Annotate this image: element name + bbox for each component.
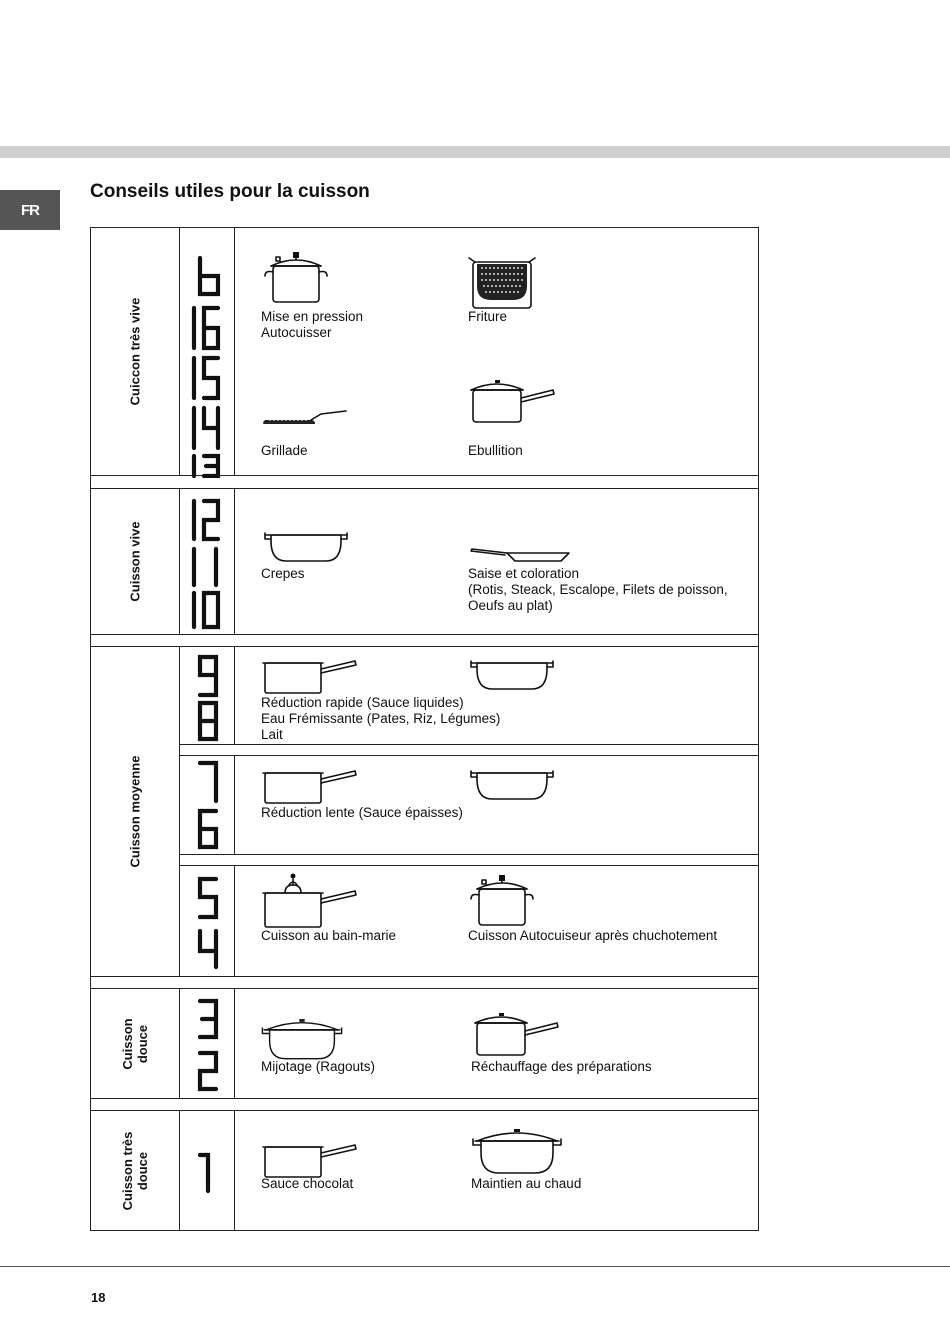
- item-label: Maintien au chaud: [471, 1176, 582, 1191]
- power-levels: [180, 759, 234, 853]
- section-tres-vive: [90, 227, 759, 476]
- category-label: Cuisson moyenne: [127, 755, 143, 868]
- power-levels: [180, 248, 234, 478]
- item-label: Mise en pression Autocuisser: [261, 309, 364, 340]
- saucepan-icon: [261, 765, 361, 805]
- pressure-cooker-icon: [467, 869, 537, 929]
- category-label: Cuisson vive: [127, 521, 143, 602]
- power-levels: [180, 495, 234, 631]
- saucepan-icon: [261, 655, 361, 695]
- category-label: Cuisson très douce: [120, 1131, 150, 1210]
- top-band: [0, 146, 950, 158]
- category-label: Cuiccon très vive: [127, 297, 143, 406]
- footer-rule: [0, 1266, 950, 1267]
- saucepan-lid-icon: [471, 1009, 561, 1059]
- bain-marie-icon: [261, 869, 361, 929]
- item-label: Crepes: [261, 566, 305, 581]
- item-label: Sauce chocolat: [261, 1176, 354, 1191]
- item-label: Grillade: [261, 443, 308, 458]
- casserole-lid-icon: [257, 1013, 347, 1063]
- power-levels: [180, 1149, 234, 1195]
- casserole-lid-icon: [467, 1125, 567, 1175]
- item-label: Friture: [468, 309, 508, 324]
- page-title: Conseils utiles pour la cuisson: [90, 181, 370, 202]
- language-tab: FR: [0, 190, 60, 230]
- category-label: Cuisson douce: [120, 1017, 150, 1070]
- saucepan-icon: [261, 1139, 361, 1179]
- power-levels: [180, 651, 234, 743]
- section-moyenne: [90, 646, 759, 977]
- saucepan-lid-icon: [467, 376, 557, 426]
- item-label: Ebullition: [468, 443, 523, 458]
- power-levels: [180, 995, 234, 1095]
- pot-handles-icon: [261, 529, 351, 569]
- item-label: Cuisson au bain-marie: [261, 928, 397, 943]
- pot-handles-icon: [467, 767, 557, 807]
- page-number: 18: [91, 1290, 106, 1305]
- fryer-basket-icon: [467, 254, 537, 310]
- section-vive: [90, 488, 759, 635]
- item-label: Saise et coloration (Rotis, Steack, Escalope, Filets de poisson, Oeufs au plat): [468, 566, 728, 613]
- section-separator: [90, 476, 759, 488]
- item-label: Mijotage (Ragouts): [261, 1059, 376, 1074]
- frying-pan-icon: [467, 545, 577, 565]
- power-levels: [180, 871, 234, 975]
- section-douce: [90, 988, 759, 1099]
- item-label: Cuisson Autocuiseur après chuchotement: [468, 928, 718, 943]
- pressure-cooker-icon: [261, 246, 331, 306]
- section-tres-douce: [90, 1110, 759, 1231]
- item-label: Réduction lente (Sauce épaisses): [261, 805, 463, 820]
- pot-handles-icon: [467, 657, 557, 697]
- grill-pan-icon: [261, 402, 351, 432]
- item-label: Réchauffage des préparations: [471, 1059, 652, 1074]
- item-label: Réduction rapide (Sauce liquides) Eau Frémissante (Pates, Riz, Légumes) Lait: [261, 695, 501, 742]
